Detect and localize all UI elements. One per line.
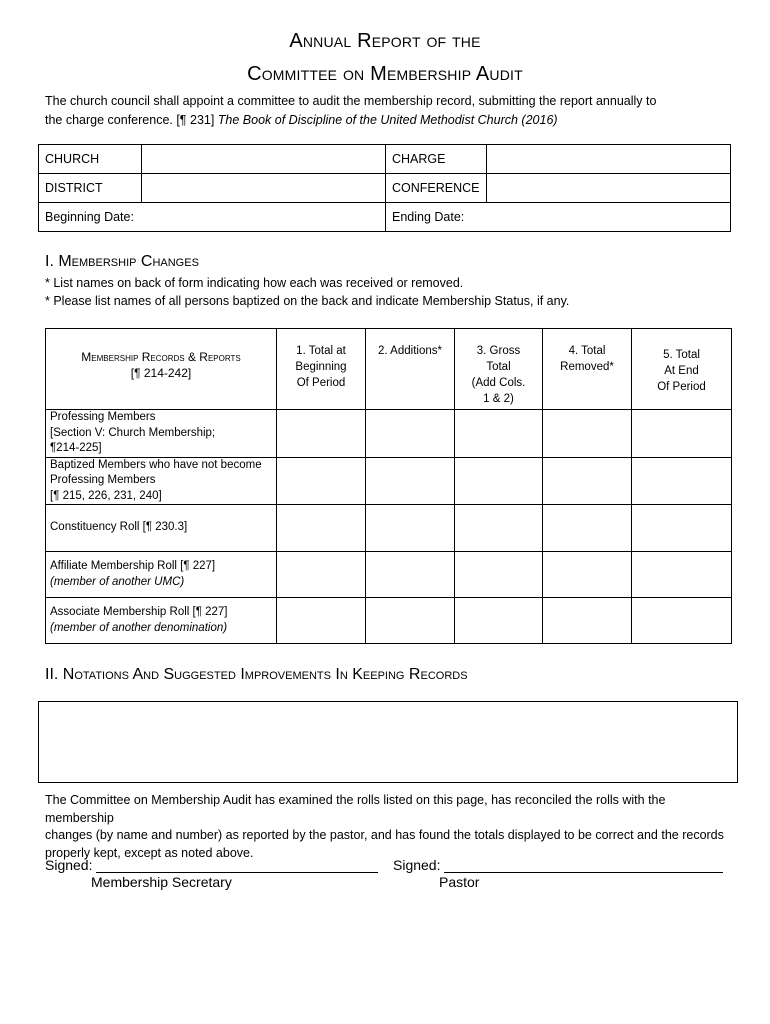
cell-input[interactable] [543,598,632,644]
row-label-line: [¶ 215, 226, 231, 240] [50,489,162,502]
col-gross-total [455,329,543,410]
row-label-affiliate [46,552,277,598]
cell-input[interactable] [632,598,732,644]
cell-input[interactable] [455,598,543,644]
cell-input[interactable] [543,410,632,458]
page-title-line1: Annual Report of the [289,30,481,52]
table-row [46,457,732,505]
col1-line1: 1. Total at [296,345,346,357]
district-field[interactable] [142,174,386,203]
charge-label: CHARGE [386,145,487,174]
intro-paragraph [45,92,725,130]
col1-line3: Of Period [296,377,346,389]
cell-input[interactable] [455,457,543,505]
table-row [46,552,732,598]
conference-label: CONFERENCE [386,174,487,203]
cell-input[interactable] [277,457,366,505]
cell-input[interactable] [277,505,366,552]
beginning-date-label: Beginning Date: [45,210,134,224]
secretary-caption: Membership Secretary [91,874,232,890]
cell-input[interactable] [543,552,632,598]
cell-input[interactable] [277,410,366,458]
pastor-signature [393,856,723,873]
cell-input[interactable] [366,505,455,552]
row-label-line: Associate Membership Roll [¶ 227] [50,606,228,618]
row-label-line [50,621,272,637]
row-label-line: Professing Members [50,474,156,486]
row-label-note: (member of another denomination) [50,621,228,634]
intro-book-title: The Book of Discipline of the United Methodist Church (2016) [217,113,558,127]
ending-date-label: Ending Date: [392,210,465,224]
records-header-row [46,329,732,410]
row-label-line: ¶214-225] [50,442,102,454]
records-header-title-line1: Membership Records & Reports [81,350,241,364]
cell-input[interactable] [632,410,732,458]
cell-input[interactable] [543,457,632,505]
cell-input[interactable] [366,598,455,644]
table-row [46,598,732,644]
intro-line-2 [45,111,725,130]
cell-input[interactable] [455,410,543,458]
cell-input[interactable] [366,410,455,458]
section-1-bullet-1: * List names on back of form indicating how each was received or removed. [45,276,464,290]
row-label-line: Affiliate Membership Roll [¶ 227] [50,560,216,572]
cell-input[interactable] [632,505,732,552]
col2-line1: 2. Additions* [378,345,442,357]
church-label: CHURCH [39,145,142,174]
cell-input[interactable] [632,457,732,505]
col5-line3: Of Period [657,381,706,393]
beginning-date-field[interactable] [39,203,386,232]
col1-line2: Beginning [295,361,347,373]
row-label-line: Professing Members [50,411,156,423]
row-label-line [50,575,272,591]
col5-line1: 5. Total [663,349,700,361]
cell-input[interactable] [366,552,455,598]
row-label-constituency [46,505,277,552]
col-additions [366,329,455,410]
certification-line-2: changes (by name and number) as reported by the pastor, and has found the totals displayed to be correct and the records [45,828,724,842]
cell-input[interactable] [277,552,366,598]
section-1-heading: I. Membership Changes [45,253,199,270]
cell-input[interactable] [455,505,543,552]
cell-input[interactable] [455,552,543,598]
cell-input[interactable] [277,598,366,644]
row-label-line: [Section V: Church Membership; [50,426,216,439]
row-label-associate [46,598,277,644]
row-label-note: (member of another UMC) [50,575,185,588]
col-total-removed [543,329,632,410]
secretary-signature [45,856,378,873]
col3-line2: Total [486,361,511,373]
col3-line4: 1 & 2) [483,393,514,405]
row-label-baptized [46,457,277,505]
col5-line2: At End [664,365,699,377]
church-info-table [38,144,731,232]
records-header-title [46,329,277,410]
row-label-line: Constituency Roll [¶ 230.3] [50,521,188,534]
table-row [46,410,732,458]
col3-line3: (Add Cols. [471,377,526,389]
notations-textarea[interactable] [38,701,738,783]
pastor-caption: Pastor [439,874,480,890]
col-total-end [632,329,732,410]
church-field[interactable] [142,145,386,174]
col4-line2: Removed* [560,361,614,373]
row-label-professing [46,410,277,458]
records-header-title-line2: [¶ 214-242] [130,366,192,380]
certification-paragraph [45,792,735,862]
intro-citation: the charge conference. [¶ 231] [45,113,218,127]
col3-line1: 3. Gross [476,345,521,357]
col-total-beginning [277,329,366,410]
pastor-signature-line[interactable] [444,856,723,873]
signed-label-secretary: Signed: [45,857,93,873]
row-label-line: Baptized Members who have not become [50,458,262,471]
ending-date-field[interactable] [386,203,731,232]
district-label: DISTRICT [39,174,142,203]
membership-records-table [45,328,732,644]
signed-label-pastor: Signed: [393,857,441,873]
table-row [46,505,732,552]
charge-field[interactable] [486,145,730,174]
intro-line-1: The church council shall appoint a committee to audit the membership record, submitting the report annually to [45,94,657,108]
secretary-signature-line[interactable] [96,856,378,873]
col4-line1: 4. Total [568,345,606,357]
conference-field[interactable] [486,174,730,203]
certification-line-1: The Committee on Membership Audit has examined the rolls listed on this page, has reconciled the rolls with the membership [45,793,666,825]
section-1-bullet-2: * Please list names of all persons baptized on the back and indicate Membership Status, if any. [45,294,570,308]
page-title-line2: Committee on Membership Audit [247,63,523,85]
certification-line-3: properly kept, except as noted above. [45,845,254,860]
cell-input[interactable] [366,457,455,505]
section-2-heading: II. Notations And Suggested Improvements In Keeping Records [45,666,468,683]
cell-input[interactable] [632,552,732,598]
cell-input[interactable] [543,505,632,552]
